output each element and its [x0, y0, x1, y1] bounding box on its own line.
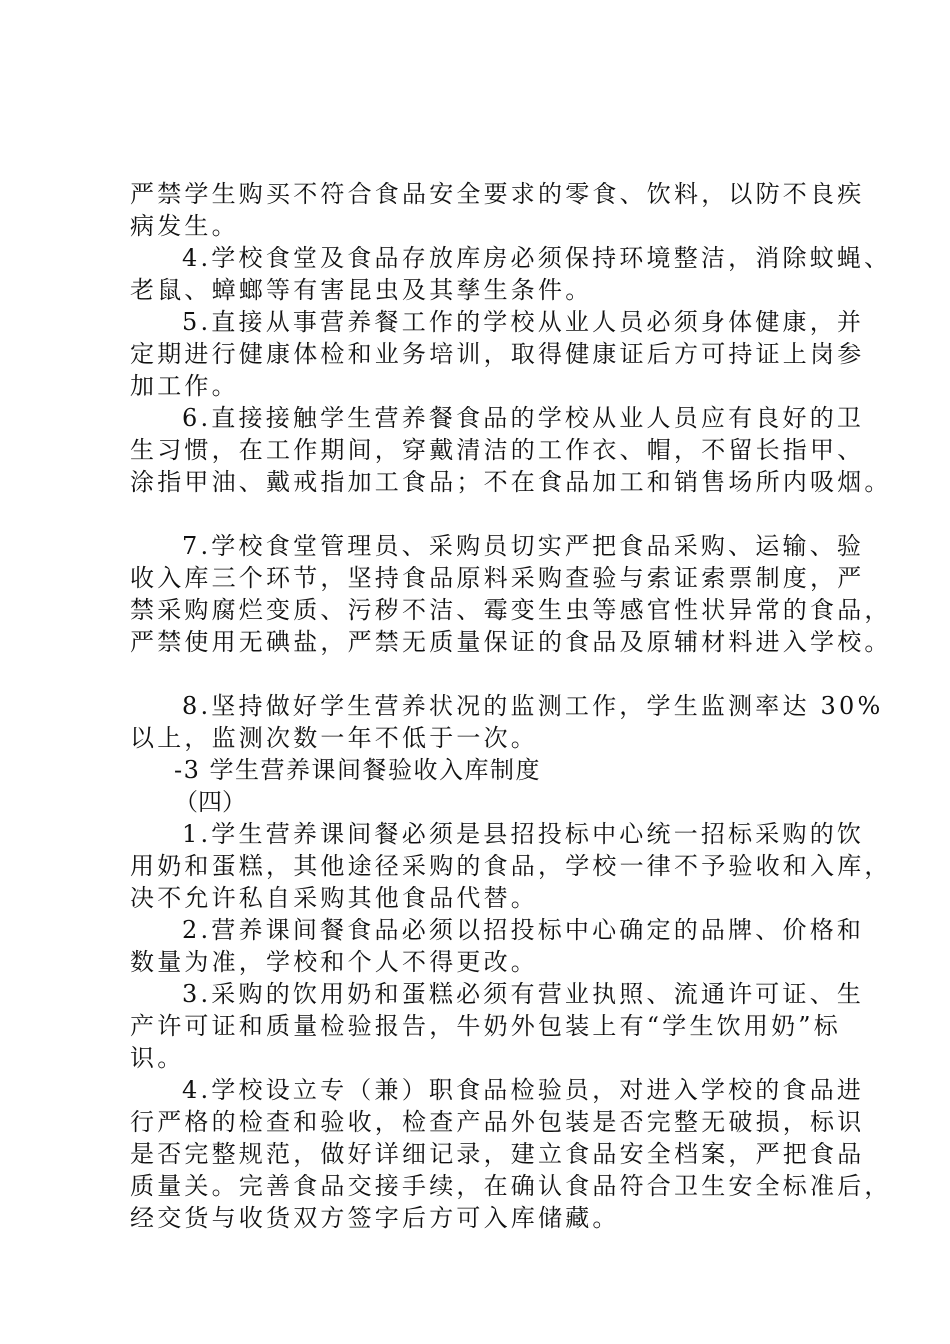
text-line: 加工作。 [130, 372, 239, 400]
text-line: 老鼠、蟑螂等有害昆虫及其孳生条件。 [130, 276, 593, 304]
text-line: 收入库三个环节，坚持食品原料采购查验与索证索票制度，严 [130, 564, 865, 592]
text-line: 产许可证和质量检验报告，牛奶外包装上有“学生饮用奶”标 [130, 1012, 841, 1040]
text-line: 数量为准，学校和个人不得更改。 [130, 948, 538, 976]
text-line: 1.学生营养课间餐必须是县招投标中心统一招标采购的饮 [182, 820, 865, 848]
text-line: 以上，监测次数一年不低于一次。 [130, 724, 538, 752]
text-line: 行严格的检查和验收，检查产品外包装是否完整无破损，标识 [130, 1108, 865, 1136]
text-line: 定期进行健康体检和业务培训，取得健康证后方可持证上岗参 [130, 340, 865, 368]
text-line: 禁采购腐烂变质、污秽不洁、霉变生虫等感官性状异常的食品， [130, 596, 892, 624]
text-line: 6.直接接触学生营养餐食品的学校从业人员应有良好的卫 [182, 404, 865, 432]
text-line: 4.学校食堂及食品存放库房必须保持环境整洁，消除蚊蝇、 [182, 244, 892, 272]
text-line: 3.采购的饮用奶和蛋糕必须有营业执照、流通许可证、生 [182, 980, 865, 1008]
text-line: 生习惯，在工作期间，穿戴清洁的工作衣、帽，不留长指甲、 [130, 436, 865, 464]
text-line: 决不允许私自采购其他食品代替。 [130, 884, 538, 912]
text-line: 7.学校食堂管理员、采购员切实严把食品采购、运输、验 [182, 532, 865, 560]
text-line: 是否完整规范，做好详细记录，建立食品安全档案，严把食品 [130, 1140, 865, 1168]
text-line: 病发生。 [130, 212, 239, 240]
text-line: 用奶和蛋糕，其他途径采购的食品，学校一律不予验收和入库， [130, 852, 892, 880]
text-line: 识。 [130, 1044, 185, 1072]
text-line: 4.学校设立专（兼）职食品检验员，对进入学校的食品进 [182, 1076, 865, 1104]
text-line: 涂指甲油、戴戒指加工食品；不在食品加工和销售场所内吸烟。 [130, 468, 892, 496]
text-line: 严禁使用无碘盐，严禁无质量保证的食品及原辅材料进入学校。 [130, 628, 892, 656]
text-line: 严禁学生购买不符合食品安全要求的零食、饮料，以防不良疾 [130, 180, 865, 208]
text-line: 质量关。完善食品交接手续，在确认食品符合卫生安全标准后， [130, 1172, 892, 1200]
document-body [130, 178, 892, 1234]
section-number: （四） [174, 788, 246, 816]
text-line: 5.直接从事营养餐工作的学校从业人员必须身体健康，并 [182, 308, 865, 336]
text-line: 8.坚持做好学生营养状况的监测工作，学生监测率达 30% [182, 692, 884, 720]
section-heading: -3 学生营养课间餐验收入库制度 [174, 756, 542, 784]
text-line: 2.营养课间餐食品必须以招投标中心确定的品牌、价格和 [182, 916, 865, 944]
text-line: 经交货与收货双方签字后方可入库储藏。 [130, 1204, 620, 1232]
